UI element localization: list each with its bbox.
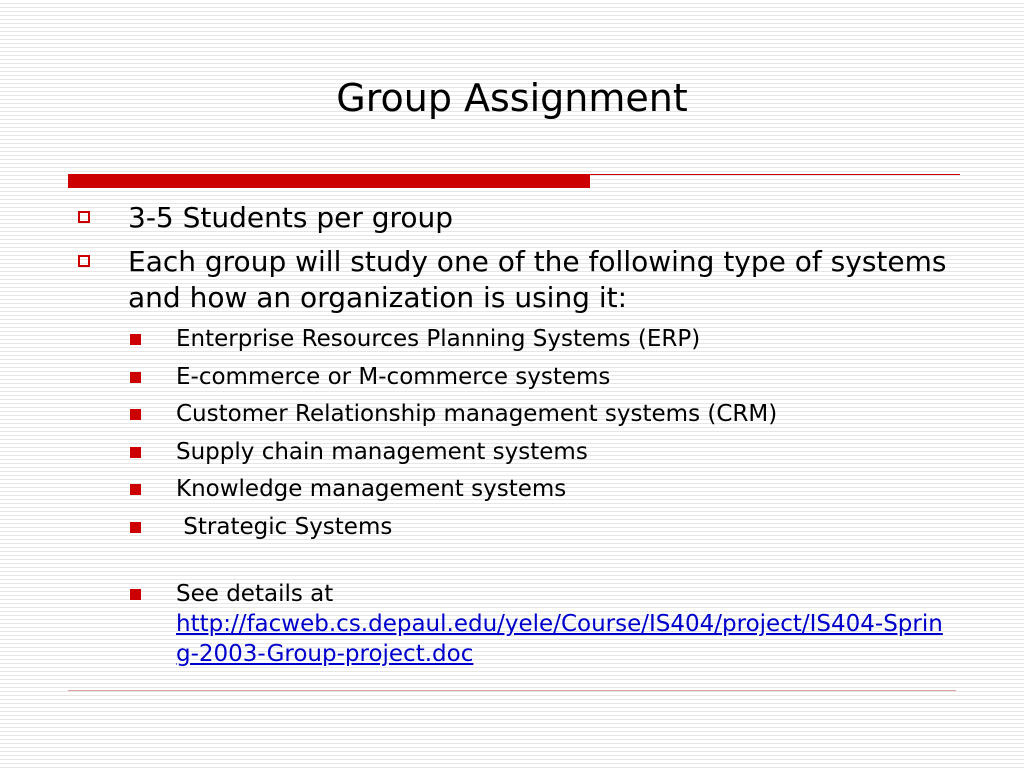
sub-bullet-text: Strategic Systems [176, 513, 393, 540]
sub-bullet-item [72, 512, 952, 542]
sub-bullet-item [72, 474, 952, 504]
spacer [72, 549, 952, 579]
slide-body [72, 200, 952, 677]
sub-bullet-text: Customer Relationship management systems (CRM) [176, 401, 778, 427]
sub-bullet-item [72, 437, 952, 467]
slide-title: Group Assignment [336, 76, 688, 120]
details-link[interactable]: http://facweb.cs.depaul.edu/yele/Course/IS404/project/IS404-Spring-2003-Group-project.doc [176, 611, 943, 667]
hollow-square-bullet-icon [78, 211, 90, 223]
title-divider-line [590, 174, 960, 175]
filled-square-bullet-icon [130, 522, 141, 533]
filled-square-bullet-icon [130, 484, 141, 495]
sub-bullet-text: Knowledge management systems [176, 476, 567, 502]
filled-square-bullet-icon [130, 447, 141, 458]
title-divider [68, 174, 960, 188]
details-prefix: See details at [176, 581, 334, 607]
sub-bullet-item [72, 399, 952, 429]
bullet-item [72, 244, 952, 316]
bullet-text: 3-5 Students per group [128, 201, 454, 234]
filled-square-bullet-icon [130, 409, 141, 420]
details-item [72, 579, 952, 669]
bullet-item [72, 200, 952, 236]
title-divider-accent [68, 174, 590, 188]
hollow-square-bullet-icon [78, 255, 90, 267]
filled-square-bullet-icon [130, 334, 141, 345]
sub-bullet-item [72, 324, 952, 354]
sub-bullet-text: E-commerce or M-commerce systems [176, 363, 611, 390]
filled-square-bullet-icon [130, 589, 141, 600]
sub-bullet-item [72, 362, 952, 392]
sub-bullet-text: Enterprise Resources Planning Systems (ERP) [176, 326, 701, 352]
filled-square-bullet-icon [130, 372, 141, 383]
bullet-text: Each group will study one of the following type of systems and how an organization is using it: [128, 245, 947, 314]
footer-divider [68, 690, 956, 691]
sub-bullet-text: Supply chain management systems [176, 438, 588, 465]
